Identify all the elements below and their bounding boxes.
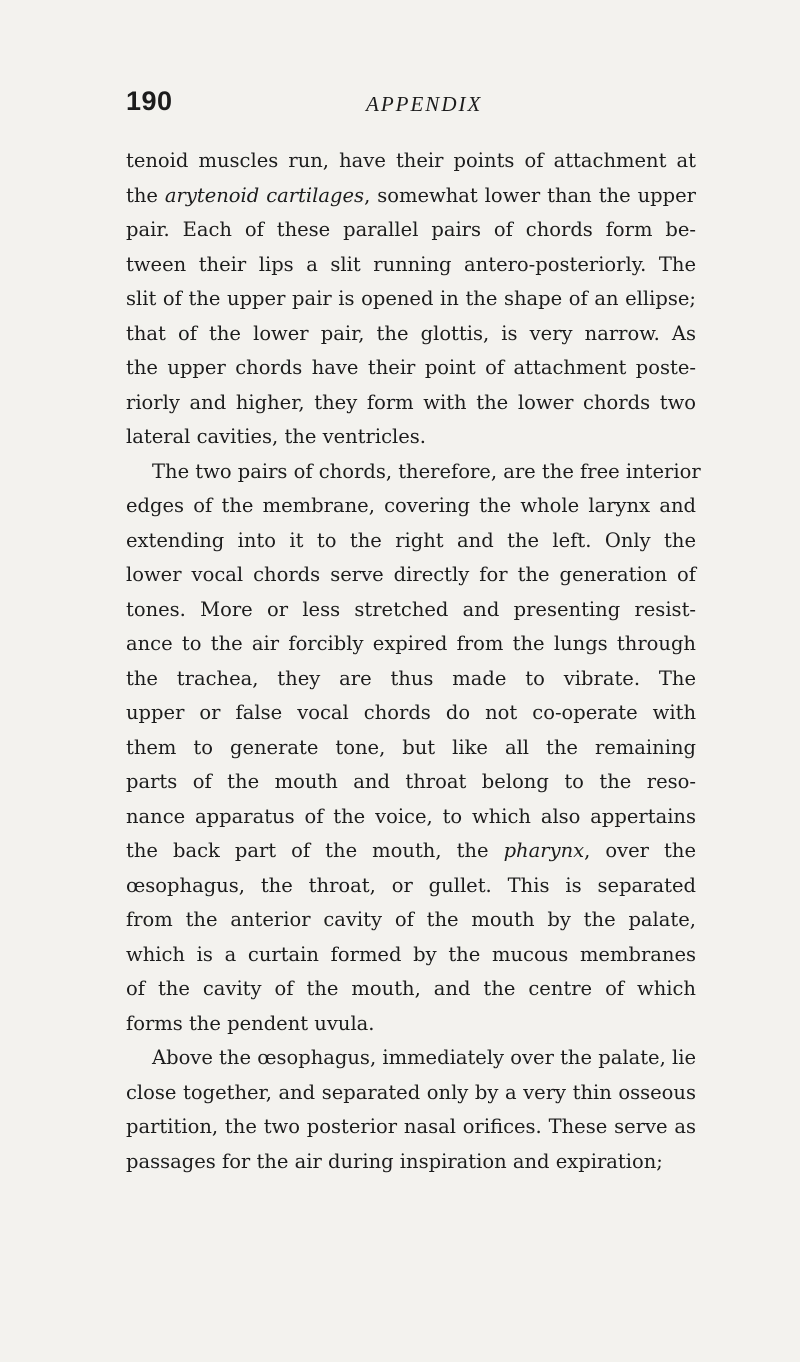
italic-term: arytenoid cartilages: [164, 183, 365, 207]
text-line: them to generate tone, but like all the remaining: [126, 735, 696, 759]
text-line: from the anterior cavity of the mouth by the palate,: [126, 908, 696, 931]
text-line: ance to the air forcibly expired from the lungs through: [126, 632, 696, 655]
text-line: tween their lips a slit running antero-posteriorly. The: [126, 252, 696, 276]
text-line: extending into it to the right and the left. Only the: [126, 528, 696, 552]
text-line: partition, the two posterior nasal orifices. These serve as: [126, 1115, 696, 1138]
text-line: tenoid muscles run, have their points of attachment at: [126, 149, 696, 172]
text-line: œsophagus, the throat, or gullet. This is separated: [126, 873, 696, 897]
text-line: slit of the upper pair is opened in the shape of an ellipse;: [126, 287, 696, 310]
text-line: passages for the air during inspiration and expiration;: [126, 1149, 663, 1173]
text-line: which is a curtain formed by the mucous membranes: [126, 942, 696, 966]
text-line: upper or false vocal chords do not co-operate with: [126, 701, 696, 724]
italic-term: pharynx: [503, 839, 585, 862]
text-line: tones. More or less stretched and presenting resist-: [126, 597, 696, 621]
text-line: forms the pendent uvula.: [126, 1011, 375, 1035]
text-line: lower vocal chords serve directly for the generation of: [126, 563, 696, 586]
text-line: the arytenoid cartilages, somewhat lower than the upper: [126, 183, 696, 207]
text-line: the back part of the mouth, the pharynx, over the: [126, 839, 696, 862]
page-number: 190: [126, 86, 173, 116]
running-head: [126, 86, 686, 126]
text-line: Above the œsophagus, immediately over the palate, lie: [152, 1046, 696, 1069]
text-line: lateral cavities, the ventricles.: [126, 425, 426, 448]
text-line: pair. Each of these parallel pairs of chords form be-: [126, 218, 696, 241]
text-line: of the cavity of the mouth, and the centre of which: [126, 977, 696, 1000]
text-line: the trachea, they are thus made to vibrate. The: [126, 666, 696, 690]
text-line: parts of the mouth and throat belong to the reso-: [126, 770, 696, 793]
text-line: The two pairs of chords, therefore, are the free interior: [152, 459, 701, 483]
text-line: nance apparatus of the voice, to which also appertains: [126, 804, 696, 828]
section-title: APPENDIX: [366, 92, 483, 116]
text-line: the upper chords have their point of attachment poste-: [126, 356, 696, 379]
body-text: [126, 144, 701, 1179]
text-line: edges of the membrane, covering the whole larynx and: [126, 494, 696, 517]
text-line: that of the lower pair, the glottis, is very narrow. As: [126, 321, 696, 345]
text-line: riorly and higher, they form with the lower chords two: [126, 390, 696, 414]
text-line: close together, and separated only by a very thin osseous: [126, 1080, 696, 1104]
